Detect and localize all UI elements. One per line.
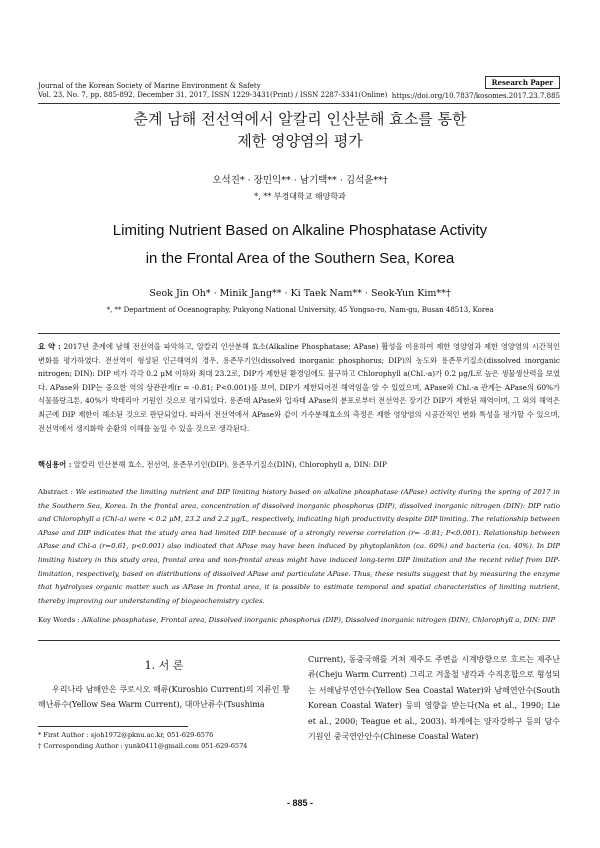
body-left-column: 우리나라 남해안은 쿠로시오 해류(Kuroshio Current)의 지류인 황해난류수(Yellow Sea Warm Current), 대마난류수(Tsushima xyxy=(38,685,290,710)
abstract-bottom-rule xyxy=(38,640,560,641)
journal-name: Journal of the Korean Society of Marine Environment & Safety xyxy=(38,82,261,90)
research-paper-badge: Research Paper xyxy=(485,76,560,89)
korean-keywords-label: 핵심용어 : xyxy=(38,460,72,469)
english-keywords-label: Key Words : xyxy=(38,616,80,624)
english-abstract-label: Abstract : xyxy=(38,488,73,496)
abstract-top-rule xyxy=(38,333,560,334)
korean-keywords-text: 알칼리 인산분해 효소, 전선역, 용존무기인(DIP), 용존무기질소(DIN), Chlorophyll a, DIN: DIP xyxy=(73,460,387,469)
english-authors: Seok Jin Oh* · Minik Jang** · Ki Taek Nam** · Seok-Yun Kim**† xyxy=(149,288,451,299)
section-title-introduction: 1. 서 론 xyxy=(144,659,184,672)
page-number: - 885 - xyxy=(286,798,313,808)
korean-authors: 오석진* · 장민익** · 남기택** · 김석윤**† xyxy=(212,175,388,186)
korean-affiliation: *, ** 부경대학교 해양학과 xyxy=(254,192,346,201)
korean-title xyxy=(0,108,600,152)
footnotes xyxy=(38,730,290,752)
journal-volume-info: Vol. 23, No. 7, pp. 885-892, December 31, 2017, ISSN 1229-3431(Print) / ISSN 2287-3341(Online) xyxy=(38,91,388,99)
body-right-column: Current), 동중국해를 거쳐 제주도 주변을 시계방향으로 흐르는 제주난류(Cheju Warm Current) 그리고 겨울철 냉각과 수직혼합으로 형성되는 서해남부연안수(Yellow Sea Coastal Water)와 남해연안수(South Korean Coastal Water) 등의 영향을 받는다(Na et al., 1990; Lie et al., 2000; Teague et al., 2003). 하계에는 양자강하구 등의 담수 기원인 중국연안안수(Chinese Coastal Water) xyxy=(308,655,560,742)
korean-abstract-text: 2017년 춘계에 남해 전선역을 파악하고, 알칼리 인산분해 효소(Alkaline Phosphatase; APase) 활성을 이용하여 제한 영양염과 제한 영양염의 시간적인 변화를 평가하였다. 전선역이 형성된 인근해역의 경우, 용존무기인(dissolved inorganic phosphorus; DIP)의 농도와 용존무기질소(dissolved inorganic nitrogen; DIN): DIP 비가 각각 0.2 μM 이하와 최대 23.2로, DIP가 제한된 환경임에도 불구하고 Chlorophyll a(Chl.-a)가 0.2 μg/L로 높은 생물생산력을 보였다. APase와 DIP는 중요한 역의 상관관계(r = -0.81; P<0.001)를 보여, DIP가 제한되어진 해역임을 알 수 있었으며, APase와 Chl.-a 관계는 APase의 60%가 식물플랑크톤, 40%가 박테리아 기원인 것으로 평가되었다. 용존태 APase와 입자태 APase의 분포로부터 전선역은 장기간 DIP가 제한된 해역이며, 그 외의 해역은 최근에 DIP 제한이 해소된 것으로 판단되었다. 따라서 전선역에서 APase와 같이 가수분해효소의 측정은 제한 영양염의 시공간적인 변화 특성을 평가할 수 있으며, 전선역에서 생지화학 순환의 이해를 높일 수 있을 것으로 생각된다. xyxy=(38,342,560,433)
english-keywords xyxy=(38,614,560,628)
english-keywords-text: Alkaline phosphatase, Frontal area, Dissolved inorganic phosphorus (DIP), Dissolved inorganic nitrogen (DIN), Chlorophyll a, DIN: DIP xyxy=(81,616,556,624)
footnote-rule xyxy=(38,726,188,727)
footnote-first-author: * First Author : sjoh1972@pknu.ac.kr, 051-629-6576 xyxy=(38,731,214,739)
korean-abstract xyxy=(38,340,560,435)
footnote-corresponding-author: † Corresponding Author : yunk0411@gmail.com 051-629-6574 xyxy=(38,742,248,750)
english-abstract-text: We estimated the limiting nutrient and DIP limiting history based on alkaline phosphatase (APase) activity during the spring of 2017 in the Southern Sea, Korea. In the frontal area, concentration of dissolved inorganic phosphorus (DIP), dissolved inorganic nitrogen (DIN): DIP ratio and Chlorophyll a (Chl-a) were < 0.2 μM, 23.2 and 2.2 μg/L, respectively, indicating high productivity despite DIP limiting. The relationship between APase and DIP indicates that the study area had limited DIP because of a strongly reverse correlation (r= -0.81; P<0.001). Relationship between APase and Chl-a (r=0.61, p<0.001) also indicated that APase may have been induced by phytoplankton (ca. 60%) and bacteria (ca. 40%). In DIP limiting history in this study area, frontal area and non-frontal areas might have induced long-term DIP limitation and the recent relief from DIP-limitation, respectively, based on distributions of dissolved APase and particulate APase. Thus, these results suggest that by measuring the enzyme that hydrolyzes organic matter such as APase in frontal area, it is possible to estimate temporal and spatial characteristics of limiting nutrient, thereby improving our understanding of biogeochemistry cycles. xyxy=(38,488,560,605)
korean-abstract-label: 요 약 : xyxy=(38,342,61,351)
english-affiliation: *, ** Department of Oceanography, Pukyong National University, 45 Yongso-ro, Nam-gu, Busan 48513, Korea xyxy=(106,306,494,314)
english-title xyxy=(0,217,600,273)
korean-title-line1: 춘계 남해 전선역에서 알칼리 인산분해 효소를 통한 xyxy=(133,110,467,128)
header-rule xyxy=(38,103,560,104)
journal-header xyxy=(38,82,387,100)
korean-keywords xyxy=(38,458,560,472)
english-title-line1: Limiting Nutrient Based on Alkaline Phosphatase Activity xyxy=(112,222,488,239)
english-abstract xyxy=(38,486,560,608)
english-title-line2: in the Frontal Area of the Southern Sea, Korea xyxy=(145,250,455,267)
korean-title-line2: 제한 영양염의 평가 xyxy=(237,132,363,150)
doi-link[interactable]: https://doi.org/10.7837/kosomes.2017.23.7.885 xyxy=(391,92,560,100)
